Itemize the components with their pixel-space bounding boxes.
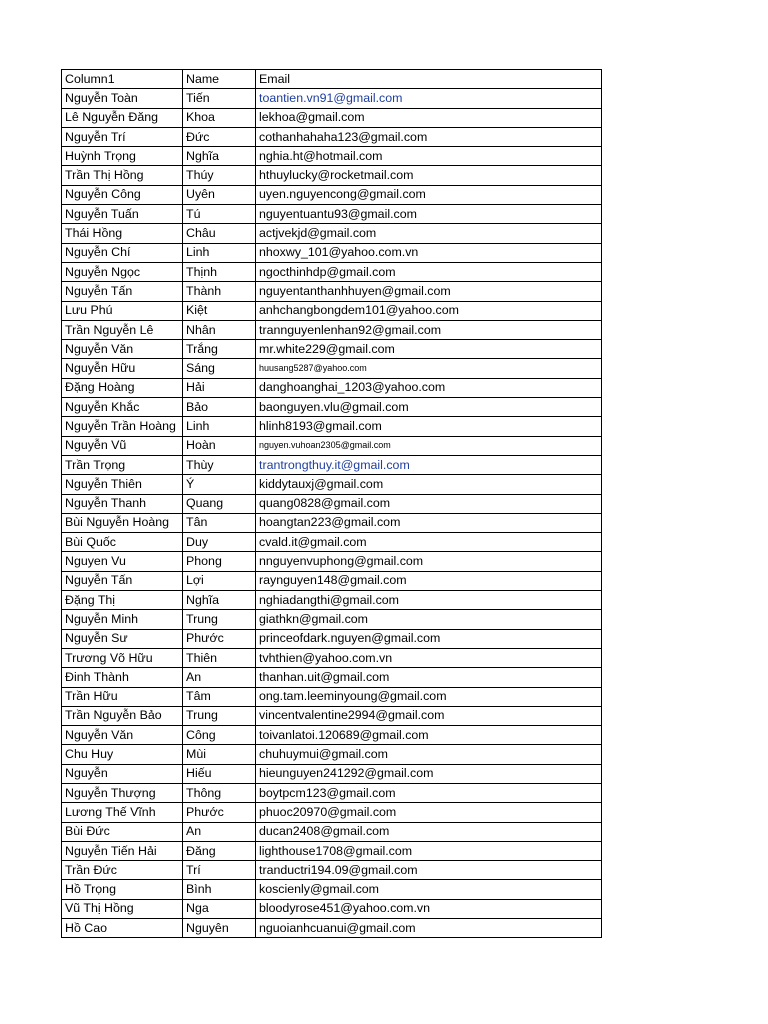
header-row [62,70,602,89]
cell-name: Công [183,726,256,745]
cell-column1: Nguyễn Khắc [62,398,183,417]
cell-column1: Đặng Thị [62,591,183,610]
table-row [62,803,602,822]
cell-name: Thịnh [183,262,256,281]
cell-email: princeofdark.nguyen@gmail.com [256,629,602,648]
table-row [62,822,602,841]
cell-email: actjvekjd@gmail.com [256,224,602,243]
cell-column1: Trần Trọng [62,455,183,474]
cell-email: toivanlatoi.120689@gmail.com [256,726,602,745]
cell-column1: Nguyễn Minh [62,610,183,629]
table-row [62,610,602,629]
cell-email: thanhan.uit@gmail.com [256,668,602,687]
table-row [62,436,602,455]
cell-column1: Nguyễn Vũ [62,436,183,455]
table-row [62,571,602,590]
cell-email: ngocthinhdp@gmail.com [256,262,602,281]
cell-email: hieunguyen241292@gmail.com [256,764,602,783]
cell-name: Đăng [183,841,256,860]
cell-column1: Nguyen Vu [62,552,183,571]
cell-email: raynguyen148@gmail.com [256,571,602,590]
cell-name: Tú [183,205,256,224]
cell-name: Thông [183,783,256,802]
cell-name: Khoa [183,108,256,127]
cell-email: toantien.vn91@gmail.com [256,89,602,108]
cell-name: Kiệt [183,301,256,320]
cell-email: kiddytauxj@gmail.com [256,475,602,494]
cell-name: Trung [183,706,256,725]
cell-name: Trung [183,610,256,629]
cell-name: Thiên [183,648,256,667]
cell-name: Hoàn [183,436,256,455]
cell-email: lighthouse1708@gmail.com [256,841,602,860]
cell-name: Trí [183,861,256,880]
table-row [62,668,602,687]
table-row [62,359,602,378]
cell-email: danghoanghai_1203@yahoo.com [256,378,602,397]
table-row [62,861,602,880]
table-row [62,591,602,610]
cell-name: Thành [183,282,256,301]
table-row [62,127,602,146]
cell-column1: Trần Thị Hồng [62,166,183,185]
table-body [62,70,602,938]
cell-name: Nguyên [183,919,256,938]
cell-email: ong.tam.leeminyoung@gmail.com [256,687,602,706]
cell-email: anhchangbongdem101@yahoo.com [256,301,602,320]
cell-column1: Nguyễn Sư [62,629,183,648]
table-row [62,764,602,783]
cell-email: lekhoa@gmail.com [256,108,602,127]
table-row [62,455,602,474]
table-row [62,552,602,571]
cell-name: Mùi [183,745,256,764]
cell-email: huusang5287@yahoo.com [256,359,602,378]
cell-name: Trắng [183,340,256,359]
cell-column1: Bùi Quốc [62,533,183,552]
cell-column1: Bùi Đức [62,822,183,841]
cell-name: Quang [183,494,256,513]
cell-email: nghia.ht@hotmail.com [256,147,602,166]
table-row [62,166,602,185]
table-row [62,475,602,494]
cell-name: Bình [183,880,256,899]
cell-column1: Trần Nguyễn Lê [62,320,183,339]
table-row [62,880,602,899]
cell-name: Linh [183,243,256,262]
cell-name: Phước [183,629,256,648]
cell-name: Linh [183,417,256,436]
table-row [62,629,602,648]
cell-email: bloodyrose451@yahoo.com.vn [256,899,602,918]
cell-column1: Nguyễn Trần Hoàng [62,417,183,436]
table-row [62,687,602,706]
cell-email: ducan2408@gmail.com [256,822,602,841]
table-row [62,533,602,552]
table-row [62,378,602,397]
cell-name: Đức [183,127,256,146]
cell-column1: Nguyễn Ngọc [62,262,183,281]
cell-column1: Hồ Cao [62,919,183,938]
cell-column1: Bùi Nguyễn Hoàng [62,513,183,532]
cell-email: tranductri194.09@gmail.com [256,861,602,880]
cell-column1: Nguyễn Tuấn [62,205,183,224]
cell-column1: Chu Huy [62,745,183,764]
cell-email: phuoc20970@gmail.com [256,803,602,822]
cell-name: Phong [183,552,256,571]
cell-email: nnguyenvuphong@gmail.com [256,552,602,571]
cell-name: Nhân [183,320,256,339]
cell-email: nguyentanthanhhuyen@gmail.com [256,282,602,301]
table-row [62,224,602,243]
cell-name: Nghĩa [183,147,256,166]
cell-email: chuhuymui@gmail.com [256,745,602,764]
cell-email: baonguyen.vlu@gmail.com [256,398,602,417]
cell-column1: Trương Võ Hữu [62,648,183,667]
cell-email: quang0828@gmail.com [256,494,602,513]
cell-column1: Nguyễn [62,764,183,783]
table-row [62,185,602,204]
cell-column1: Trần Đức [62,861,183,880]
cell-column1: Trần Hữu [62,687,183,706]
cell-name: Tiến [183,89,256,108]
cell-email: uyen.nguyencong@gmail.com [256,185,602,204]
cell-column1: Nguyễn Chí [62,243,183,262]
cell-column1: Hồ Trọng [62,880,183,899]
cell-column1: Nguyễn Thiên [62,475,183,494]
cell-name: Uyên [183,185,256,204]
cell-column1: Huỳnh Trọng [62,147,183,166]
cell-column1: Lưu Phú [62,301,183,320]
table-row [62,745,602,764]
cell-column1: Nguyễn Hữu [62,359,183,378]
cell-name: Sáng [183,359,256,378]
cell-email: giathkn@gmail.com [256,610,602,629]
cell-email: nghiadangthi@gmail.com [256,591,602,610]
cell-column1: Nguyễn Tấn [62,282,183,301]
table-row [62,282,602,301]
table-row [62,417,602,436]
cell-column1: Trần Nguyễn Bảo [62,706,183,725]
cell-column1: Lê Nguyễn Đăng [62,108,183,127]
cell-email: nhoxwy_101@yahoo.com.vn [256,243,602,262]
contact-table [61,69,602,938]
table-row [62,320,602,339]
cell-name: Ý [183,475,256,494]
cell-email: nguyen.vuhoan2305@gmail.com [256,436,602,455]
table-row [62,243,602,262]
cell-name: Lợi [183,571,256,590]
cell-email: cothanhahaha123@gmail.com [256,127,602,146]
cell-email: nguoianhcuanui@gmail.com [256,919,602,938]
table-row [62,205,602,224]
table-row [62,899,602,918]
cell-name: Duy [183,533,256,552]
cell-email: vincentvalentine2994@gmail.com [256,706,602,725]
cell-name: Bảo [183,398,256,417]
cell-column1: Nguyễn Thanh [62,494,183,513]
cell-name: Hiếu [183,764,256,783]
table-row [62,108,602,127]
cell-column1: Nguyễn Thượng [62,783,183,802]
cell-name: Nga [183,899,256,918]
header-cell-column1: Column1 [62,70,183,89]
cell-name: An [183,668,256,687]
cell-column1: Nguyễn Công [62,185,183,204]
table-row [62,494,602,513]
header-cell-name: Name [183,70,256,89]
cell-column1: Vũ Thị Hồng [62,899,183,918]
cell-column1: Nguyễn Tiến Hải [62,841,183,860]
cell-email: hlinh8193@gmail.com [256,417,602,436]
cell-name: Châu [183,224,256,243]
cell-name: Hải [183,378,256,397]
table-row [62,301,602,320]
cell-email: tvhthien@yahoo.com.vn [256,648,602,667]
table-row [62,726,602,745]
table-row [62,398,602,417]
cell-email: trantrongthuy.it@gmail.com [256,455,602,474]
cell-column1: Nguyễn Toàn [62,89,183,108]
cell-email: boytpcm123@gmail.com [256,783,602,802]
cell-email: cvald.it@gmail.com [256,533,602,552]
cell-column1: Nguyễn Tấn [62,571,183,590]
cell-column1: Nguyễn Trí [62,127,183,146]
table-row [62,783,602,802]
cell-name: Tân [183,513,256,532]
cell-email: hoangtan223@gmail.com [256,513,602,532]
header-cell-email: Email [256,70,602,89]
cell-email: mr.white229@gmail.com [256,340,602,359]
table-row [62,706,602,725]
cell-email: koscienly@gmail.com [256,880,602,899]
cell-column1: Nguyễn Văn [62,726,183,745]
cell-column1: Nguyễn Văn [62,340,183,359]
cell-name: Thúy [183,166,256,185]
cell-name: Tâm [183,687,256,706]
cell-column1: Lương Thế Vĩnh [62,803,183,822]
table-row [62,147,602,166]
cell-email: nguyentuantu93@gmail.com [256,205,602,224]
cell-name: Phước [183,803,256,822]
cell-name: An [183,822,256,841]
table-row [62,340,602,359]
cell-name: Nghĩa [183,591,256,610]
cell-column1: Đặng Hoàng [62,378,183,397]
table-row [62,919,602,938]
table-row [62,262,602,281]
cell-column1: Thái Hồng [62,224,183,243]
table-row [62,513,602,532]
cell-name: Thùy [183,455,256,474]
table-row [62,648,602,667]
cell-email: hthuylucky@rocketmail.com [256,166,602,185]
cell-email: trannguyenlenhan92@gmail.com [256,320,602,339]
table-row [62,841,602,860]
cell-column1: Đinh Thành [62,668,183,687]
table-row [62,89,602,108]
